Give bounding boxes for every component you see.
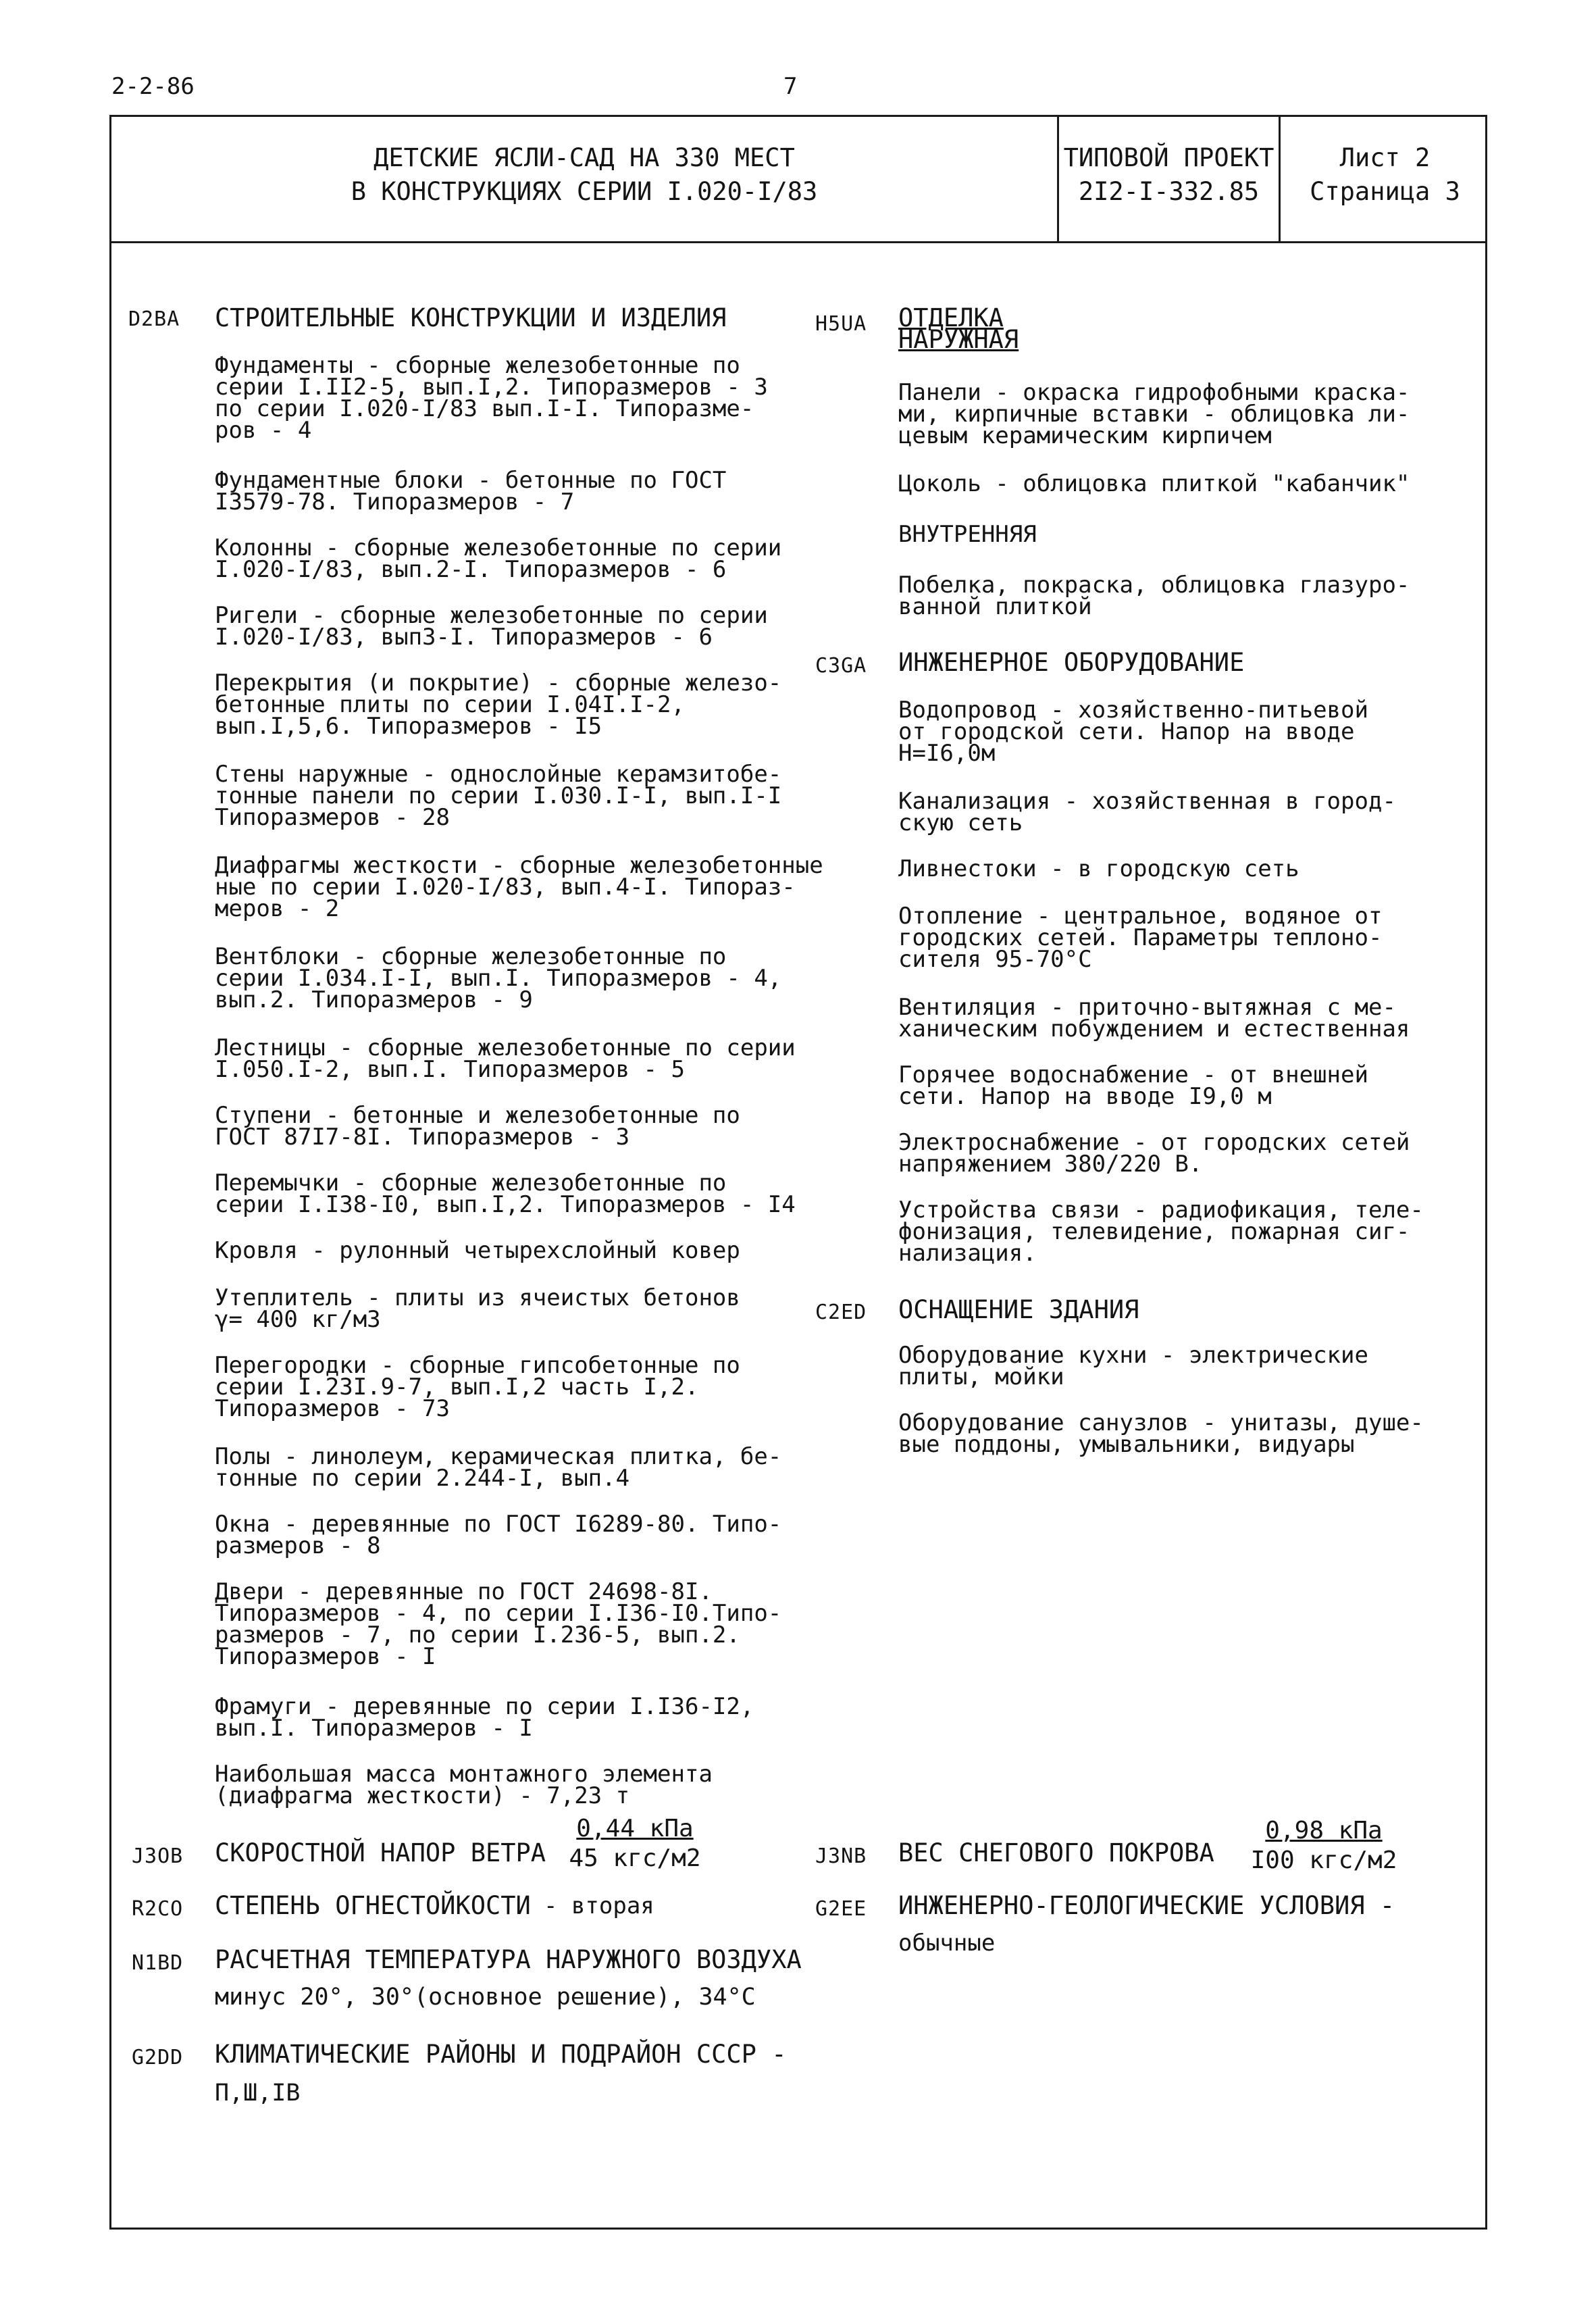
list-item: Фрамуги - деревянные по серии I.I36-I2, вып.I. Типоразмеров - I	[215, 1693, 754, 1742]
sheet-number: Лист 2	[1339, 143, 1431, 172]
snow-load-value	[1243, 1816, 1405, 1876]
wind-load-value	[554, 1814, 716, 1873]
list-item: Отопление - центральное, водяное от городских сетей. Параметры теплоно- сителя 95-70°С	[898, 903, 1383, 973]
title-line-2: В КОНСТРУКЦИЯХ СЕРИИ I.020-I/83	[351, 177, 818, 206]
section-title: ОСНАЩЕНИЕ ЗДАНИЯ	[898, 1295, 1139, 1324]
list-item: Ригели - сборные железобетонные по серии I.020-I/83, вып3-I. Типоразмеров - 6	[215, 602, 768, 651]
list-item: Лестницы - сборные железобетонные по серии I.050.I-2, вып.I. Типоразмеров - 5	[215, 1034, 796, 1083]
parameter-value: - вторая	[544, 1892, 654, 1919]
parameter-code: R2CO	[132, 1897, 184, 1921]
parameter-label: ВЕС СНЕГОВОГО ПОКРОВА	[898, 1838, 1214, 1867]
parameter-label: РАСЧЕТНАЯ ТЕМПЕРАТУРА НАРУЖНОГО ВОЗДУХА	[215, 1945, 802, 1974]
value-kpa: 0,98 кПа	[1265, 1817, 1383, 1844]
parameter-code: J3NB	[815, 1844, 867, 1868]
list-item: Панели - окраска гидрофобными краска- ми, кирпичные вставки - облицовка ли- цевым керамическим кирпичем	[898, 379, 1410, 449]
parameter-code: N1BD	[132, 1951, 184, 1975]
section-code: C3GA	[815, 654, 867, 678]
list-item: Канализация - хозяйственная в город- скую сеть	[898, 788, 1396, 836]
parameter-value: минус 20°, 30°(основное решение), 34°С	[215, 1984, 756, 2011]
project-cell	[1059, 141, 1279, 209]
list-item: Электроснабжение - от городских сетей напряжением 380/220 В.	[898, 1129, 1410, 1178]
list-item: Горячее водоснабжение - от внешней сети. Напор на вводе I9,0 м	[898, 1061, 1368, 1110]
list-item: Полы - линолеум, керамическая плитка, бе- тонные по серии 2.244-I, вып.4	[215, 1443, 782, 1492]
list-item: Вентблоки - сборные железобетонные по серии I.034.I-I, вып.I. Типоразмеров - 4, вып.2. Типоразмеров - 9	[215, 943, 782, 1013]
list-item: Наибольшая масса монтажного элемента (диафрагма жесткости) - 7,23 т	[215, 1761, 713, 1809]
page-number: 7	[783, 73, 798, 100]
list-item: Перегородки - сборные гипсобетонные по серии I.23I.9-7, вып.I,2 часть I,2. Типоразмеров - 73	[215, 1352, 740, 1422]
section-title	[898, 303, 1019, 354]
list-item: Оборудование кухни - электрические плиты, мойки	[898, 1342, 1368, 1390]
list-item: Двери - деревянные по ГОСТ 24698-8I. Типоразмеров - 4, по серии I.I36-I0.Типо- размеров - 7, по серии I.236-5, вып.2. Типоразмеров - I	[215, 1578, 782, 1670]
section-title-line: ОТДЕЛКА	[898, 303, 1004, 332]
sheet-cell	[1281, 141, 1489, 209]
parameter-label: СКОРОСТНОЙ НАПОР ВЕТРА	[215, 1838, 546, 1867]
list-item: Колонны - сборные железобетонные по серии I.020-I/83, вып.2-I. Типоразмеров - 6	[215, 534, 782, 583]
list-item: Водопровод - хозяйственно-питьевой от городской сети. Напор на вводе Н=I6,0м	[898, 697, 1368, 767]
parameter-label: КЛИМАТИЧЕСКИЕ РАЙОНЫ И ПОДРАЙОН СССР -	[215, 2040, 787, 2069]
value-kgs: 45 кгс/м2	[569, 1844, 701, 1872]
parameter-label: ИНЖЕНЕРНО-ГЕОЛОГИЧЕСКИЕ УСЛОВИЯ -	[898, 1891, 1395, 1920]
list-item: Перемычки - сборные железобетонные по серии I.I38-I0, вып.I,2. Типоразмеров - I4	[215, 1169, 796, 1218]
list-item: Ступени - бетонные и железобетонные по ГОСТ 87I7-8I. Типоразмеров - 3	[215, 1102, 740, 1151]
list-item: Фундаментные блоки - бетонные по ГОСТ I3579-78. Типоразмеров - 7	[215, 467, 727, 515]
list-item: Цоколь - облицовка плиткой "кабанчик"	[898, 470, 1410, 497]
list-item: Побелка, покраска, облицовка глазуро- ванной плиткой	[898, 572, 1410, 620]
project-label: ТИПОВОЙ ПРОЕКТ	[1063, 143, 1275, 172]
section-code: H5UA	[815, 312, 867, 336]
section-title: СТРОИТЕЛЬНЫЕ КОНСТРУКЦИИ И ИЗДЕЛИЯ	[215, 303, 727, 332]
document-code: 2-2-86	[111, 73, 195, 100]
list-item: Оборудование санузлов - унитазы, душе- вые поддоны, умывальники, видуары	[898, 1409, 1424, 1458]
section-code: D2BA	[128, 307, 180, 331]
parameter-label: СТЕПЕНЬ ОГНЕСТОЙКОСТИ	[215, 1891, 531, 1920]
page-label: Страница 3	[1310, 177, 1460, 206]
title-line-1: ДЕТСКИЕ ЯСЛИ-САД НА 330 МЕСТ	[374, 143, 795, 172]
section-subtitle: НАРУЖНАЯ	[898, 325, 1019, 354]
value-kpa: 0,44 кПа	[576, 1815, 694, 1842]
section-title: ИНЖЕНЕРНОЕ ОБОРУДОВАНИЕ	[898, 648, 1245, 677]
list-item: Фундаменты - сборные железобетонные по серии I.II2-5, вып.I,2. Типоразмеров - 3 по серии I.020-I/83 вып.I-I. Типоразме- ров - 4	[215, 352, 768, 444]
list-item: Перекрытия (и покрытие) - сборные железо- бетонные плиты по серии I.04I.I-2, вып.I,5,6. Типоразмеров - I5	[215, 670, 782, 740]
list-item: Устройства связи - радиофикация, теле- фонизация, телевидение, пожарная сиг- нализация.	[898, 1197, 1424, 1267]
list-item: Утеплитель - плиты из ячеистых бетонов γ= 400 кг/м3	[215, 1284, 740, 1333]
project-number: 2I2-I-332.85	[1078, 177, 1260, 206]
parameter-value: П,Ш,IВ	[215, 2080, 301, 2107]
parameter-code: G2DD	[132, 2046, 184, 2069]
value-kgs: I00 кгс/м2	[1250, 1846, 1397, 1874]
parameter-code: G2EE	[815, 1897, 867, 1921]
list-item: Кровля - рулонный четырехслойный ковер	[215, 1237, 740, 1264]
list-item: Ливнестоки - в городскую сеть	[898, 855, 1299, 882]
section-code: C2ED	[815, 1301, 867, 1324]
title-block	[109, 115, 1487, 243]
document-title	[111, 141, 1057, 209]
list-item: Стены наружные - однослойные керамзитобе- тонные панели по серии I.030.I-I, вып.I-I Типоразмеров - 28	[215, 761, 782, 831]
parameter-value: обычные	[898, 1930, 996, 1957]
subsection-title: ВНУТРЕННЯЯ	[898, 521, 1037, 548]
list-item: Вентиляция - приточно-вытяжная с ме- ханическим побуждением и естественная	[898, 994, 1410, 1042]
list-item: Окна - деревянные по ГОСТ I6289-80. Типо- размеров - 8	[215, 1511, 782, 1559]
parameter-code: J3OB	[132, 1844, 184, 1868]
list-item: Диафрагмы жесткости - сборные железобетонные ные по серии I.020-I/83, вып.4-I. Типораз- меров - 2	[215, 852, 823, 922]
